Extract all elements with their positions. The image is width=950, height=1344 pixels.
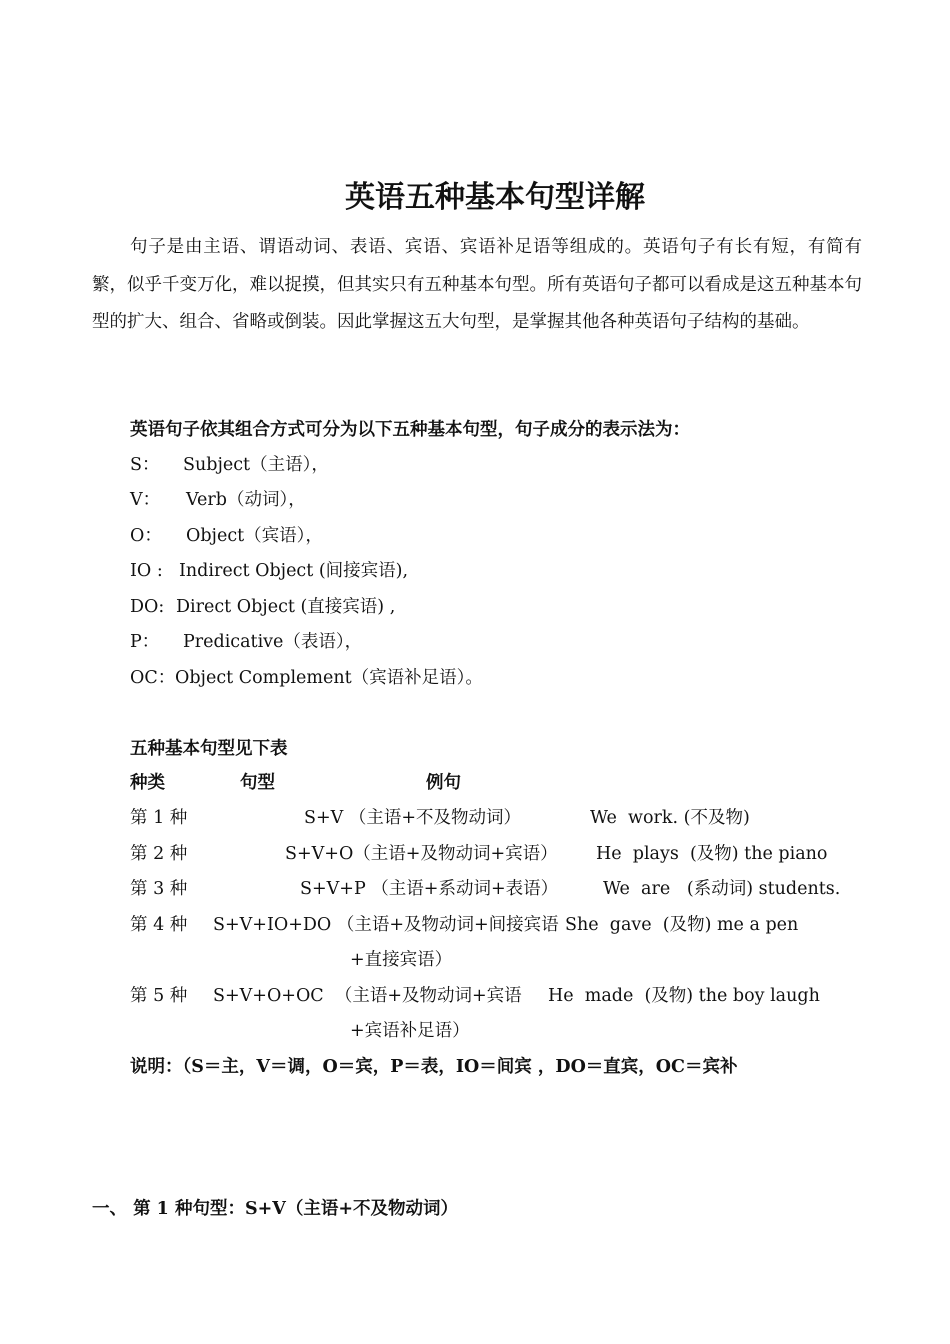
table-header-pattern: 句型 <box>240 773 275 793</box>
component-abbr: IO : <box>130 561 163 581</box>
table-header-kind: 种类 <box>130 773 165 793</box>
component-desc: Object Complement（宾语补足语）。 <box>175 668 483 688</box>
row-example: He made (及物) the boy laugh <box>548 986 820 1006</box>
component-abbr: S： <box>130 455 160 475</box>
document-title: 英语五种基本句型详解 <box>345 180 645 215</box>
component-desc: Object（宾语）， <box>186 526 323 546</box>
row-example: We are (系动词) students. <box>603 879 841 899</box>
intro-paragraph: 句子是由主语、谓语动词、表语、宾语、宾语补足语等组成的。英语句子有长有短，有简有繁，似乎千变万化，难以捉摸，但其实只有五种基本句型。所有英语句子都可以看成是这五种基本句型的扩大、组合、省略或倒装。因此掌握这五大句型，是掌握其他各种英语句子结构的基础。 <box>92 237 862 332</box>
row-kind: 第 2 种 <box>130 844 188 864</box>
component-desc: Direct Object (直接宾语) , <box>176 597 396 617</box>
row-kind: 第 5 种 <box>130 986 188 1006</box>
component-desc: Predicative（表语）， <box>183 632 363 652</box>
component-abbr: OC： <box>130 668 176 688</box>
abbreviation-note: 说明：（S＝主，V＝调，O＝宾，P＝表，IO＝间宾 ，DO＝直宾，OC＝宾补 <box>130 1057 738 1077</box>
row-example: We work. (不及物) <box>590 808 750 828</box>
component-abbr: DO: <box>130 597 165 617</box>
component-desc: Subject（主语）， <box>183 455 329 475</box>
components-heading: 英语句子依其组合方式可分为以下五种基本句型，句子成分的表示法为： <box>130 420 690 440</box>
table-header-example: 例句 <box>426 773 461 793</box>
component-abbr: O： <box>130 526 162 546</box>
row-example: He plays (及物) the piano <box>596 844 828 864</box>
row-pattern: S+V+O（主语+及物动词+宾语） <box>285 844 558 864</box>
section-heading: 一、 第 1 种句型：S+V（主语+不及物动词） <box>92 1199 458 1219</box>
row-kind: 第 3 种 <box>130 879 188 899</box>
row-pattern: S+V+O+OC （主语+及物动词+宾语 <box>213 986 522 1006</box>
row-kind: 第 4 种 <box>130 915 188 935</box>
row-example: She gave (及物) me a pen <box>565 915 799 935</box>
row-pattern: S+V+P （主语+系动词+表语） <box>300 879 559 899</box>
component-abbr: V： <box>130 490 161 510</box>
row-pattern: S+V+IO+DO （主语+及物动词+间接宾语 <box>213 915 559 935</box>
row-kind: 第 1 种 <box>130 808 188 828</box>
row-pattern-continuation: +直接宾语） <box>350 950 453 970</box>
row-pattern-continuation: +宾语补足语） <box>350 1021 470 1041</box>
table-heading: 五种基本句型见下表 <box>130 739 288 759</box>
component-desc: Verb（动词）， <box>186 490 306 510</box>
component-abbr: P： <box>130 632 160 652</box>
component-desc: Indirect Object (间接宾语), <box>179 561 409 581</box>
row-pattern: S+V （主语+不及物动词） <box>304 808 522 828</box>
